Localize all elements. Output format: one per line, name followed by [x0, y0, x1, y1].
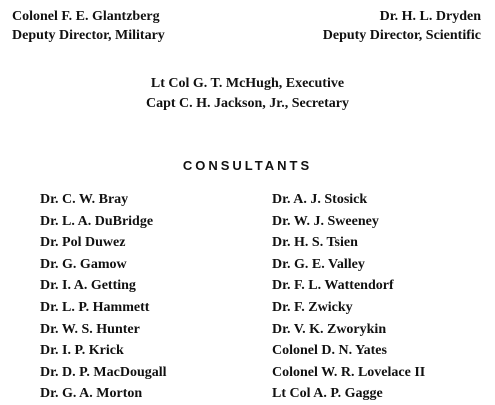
- deputy-military-title: Deputy Director, Military: [12, 28, 165, 43]
- list-item: Dr. F. L. Wattendorf: [272, 278, 394, 294]
- list-item: Dr. D. P. MacDougall: [40, 364, 167, 380]
- list-item: Colonel D. N. Yates: [272, 343, 387, 359]
- list-item: Dr. G. A. Morton: [40, 386, 143, 402]
- list-item: Dr. C. W. Bray: [40, 192, 129, 207]
- consultants-heading: CONSULTANTS: [182, 158, 313, 173]
- list-item: Colonel W. R. Lovelace II: [272, 364, 426, 380]
- list-item: Dr. I. A. Getting: [40, 278, 136, 294]
- list-item: Dr. L. A. DuBridge: [40, 213, 154, 229]
- list-item: Dr. Pol Duwez: [40, 235, 126, 251]
- secretary-line: Capt C. H. Jackson, Jr., Secretary: [146, 96, 349, 111]
- list-item: Dr. F. Zwicky: [272, 299, 353, 315]
- list-item: Lt Col A. P. Gagge: [272, 386, 383, 402]
- list-item: Dr. A. J. Stosick: [272, 192, 368, 207]
- list-item: Dr. I. P. Krick: [40, 343, 124, 359]
- list-item: Dr. W. S. Hunter: [40, 321, 140, 337]
- consultants-list-right: [272, 189, 425, 405]
- list-item: Dr. G. Gamow: [40, 256, 127, 272]
- list-item: Dr. H. S. Tsien: [272, 235, 358, 251]
- list-item: Dr. V. K. Zworykin: [272, 321, 387, 337]
- executive-line: Lt Col G. T. McHugh, Executive: [150, 76, 345, 91]
- list-item: Dr. G. E. Valley: [272, 256, 365, 272]
- consultants-list-left: [40, 189, 167, 405]
- deputy-military-name: Colonel F. E. Glantzberg: [12, 9, 160, 24]
- deputy-scientific-title: Deputy Director, Scientific: [322, 28, 481, 43]
- deputy-scientific-name: Dr. H. L. Dryden: [379, 9, 481, 24]
- list-item: Dr. L. P. Hammett: [40, 299, 150, 315]
- list-item: Dr. W. J. Sweeney: [272, 213, 379, 229]
